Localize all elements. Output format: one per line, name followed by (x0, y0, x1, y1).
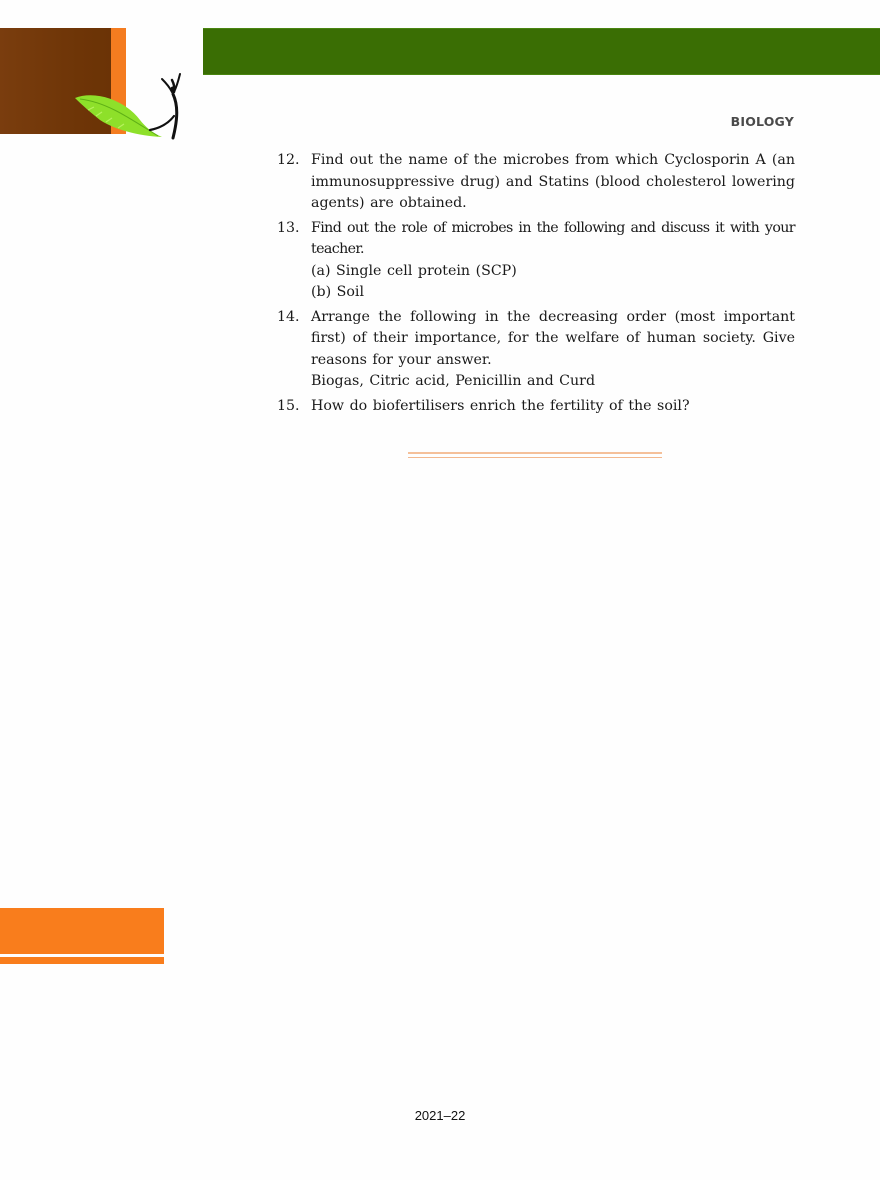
header-green-banner (203, 28, 880, 75)
question-number: 13. (277, 219, 300, 236)
question-15 (277, 396, 795, 418)
question-text: Find out the role of microbes in the following and discuss it with your teacher. (311, 219, 795, 257)
question-13 (277, 218, 795, 304)
subject-label: BIOLOGY (730, 114, 794, 129)
exercise-questions (277, 150, 795, 420)
side-orange-bar (0, 957, 164, 964)
end-divider-bottom (408, 457, 662, 458)
question-text: Arrange the following in the decreasing order (most important first) of their importance, for the welfare of human society. Give reasons for your answer. (311, 308, 795, 368)
question-12 (277, 150, 795, 215)
question-number: 14. (277, 308, 300, 325)
question-extra: Biogas, Citric acid, Penicillin and Curd (311, 373, 596, 389)
question-text: Find out the name of the microbes from which Cyclosporin A (an immunosuppressive drug) and Statins (blood cholesterol lowering agents) are obtained. (311, 152, 795, 211)
question-number: 12. (277, 152, 300, 168)
leaf-and-dancing-figure-icon (70, 70, 200, 145)
question-number: 15. (277, 397, 300, 414)
footer-year: 2021–22 (414, 1108, 466, 1123)
question-text: How do biofertilisers enrich the fertility of the soil? (311, 397, 690, 414)
question-subitem: (b) Soil (311, 284, 364, 300)
question-subitem: (a) Single cell protein (SCP) (311, 262, 517, 279)
side-orange-box (0, 908, 164, 954)
end-divider-top (408, 452, 662, 454)
question-14 (277, 307, 795, 393)
